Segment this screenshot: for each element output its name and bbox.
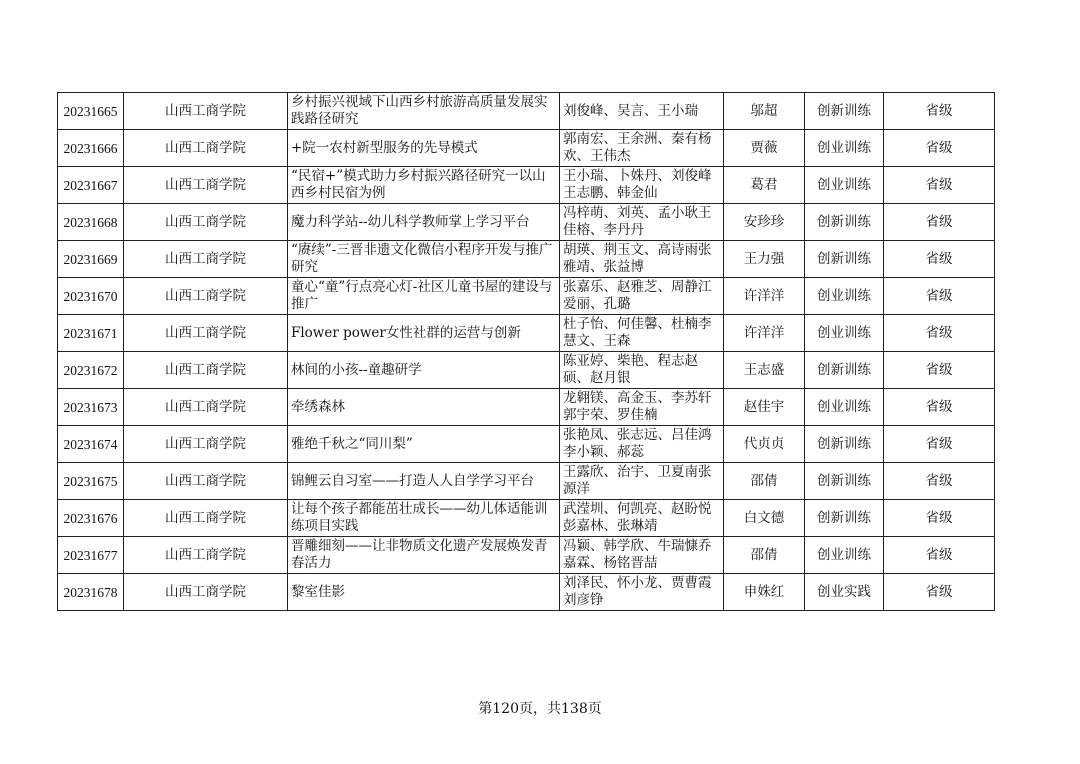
members-cell: 刘泽民、怀小龙、贾曹霞刘彦铮 xyxy=(560,574,724,611)
project-type-cell: 创新训练 xyxy=(805,463,884,500)
project-type-cell: 创新训练 xyxy=(805,352,884,389)
project-type-cell: 创新训练 xyxy=(805,93,884,130)
project-title-cell: 让每个孩子都能茁壮成长——幼儿体适能训练项目实践 xyxy=(288,500,560,537)
advisor-cell: 申姝红 xyxy=(724,574,805,611)
project-type-cell: 创业实践 xyxy=(805,574,884,611)
level-cell: 省级 xyxy=(884,352,995,389)
project-id-cell: 20231669 xyxy=(58,241,124,278)
school-cell: 山西工商学院 xyxy=(124,167,288,204)
project-title-cell: 黎室佳影 xyxy=(288,574,560,611)
table-row xyxy=(58,167,995,204)
members-cell: 杜子怡、何佳馨、杜楠李慧文、王森 xyxy=(560,315,724,352)
project-type-cell: 创业训练 xyxy=(805,537,884,574)
table-row xyxy=(58,130,995,167)
project-title-cell: 魔力科学站--幼儿科学教师掌上学习平台 xyxy=(288,204,560,241)
project-type-cell: 创业训练 xyxy=(805,315,884,352)
project-id-cell: 20231674 xyxy=(58,426,124,463)
advisor-cell: 邵倩 xyxy=(724,537,805,574)
project-type-cell: 创新训练 xyxy=(805,241,884,278)
level-cell: 省级 xyxy=(884,167,995,204)
page-mid: 页，共 xyxy=(519,701,561,717)
members-cell: 郭南宏、王余洲、秦有杨欢、王伟杰 xyxy=(560,130,724,167)
project-type-cell: 创新训练 xyxy=(805,500,884,537)
project-type-cell: 创业训练 xyxy=(805,167,884,204)
school-cell: 山西工商学院 xyxy=(124,537,288,574)
table-row xyxy=(58,463,995,500)
school-cell: 山西工商学院 xyxy=(124,574,288,611)
page-suffix: 页 xyxy=(587,701,602,717)
advisor-cell: 王志盛 xyxy=(724,352,805,389)
members-cell: 张艳凤、张志远、吕佳鸿李小颖、郝蕊 xyxy=(560,426,724,463)
project-title-cell: “赓续”-三晋非遗文化微信小程序开发与推广研究 xyxy=(288,241,560,278)
page-footer xyxy=(0,698,1080,718)
school-cell: 山西工商学院 xyxy=(124,500,288,537)
project-id-cell: 20231676 xyxy=(58,500,124,537)
advisor-cell: 白文德 xyxy=(724,500,805,537)
level-cell: 省级 xyxy=(884,500,995,537)
level-cell: 省级 xyxy=(884,278,995,315)
project-title-cell: Flower power女性社群的运营与创新 xyxy=(288,315,560,352)
project-title-cell: 牵绣森林 xyxy=(288,389,560,426)
level-cell: 省级 xyxy=(884,315,995,352)
members-cell: 陈亚婷、柴艳、程志赵硕、赵月银 xyxy=(560,352,724,389)
advisor-cell: 葛君 xyxy=(724,167,805,204)
school-cell: 山西工商学院 xyxy=(124,463,288,500)
page-prefix: 第 xyxy=(478,701,493,717)
school-cell: 山西工商学院 xyxy=(124,204,288,241)
page-total: 138 xyxy=(561,701,588,717)
table-row xyxy=(58,241,995,278)
members-cell: 刘俊峰、吴言、王小瑞 xyxy=(560,93,724,130)
project-id-cell: 20231678 xyxy=(58,574,124,611)
table-row xyxy=(58,389,995,426)
advisor-cell: 代贞贞 xyxy=(724,426,805,463)
level-cell: 省级 xyxy=(884,241,995,278)
advisor-cell: 许洋洋 xyxy=(724,315,805,352)
members-cell: 龙翱镁、高金玉、李苏轩郭宇荣、罗佳楠 xyxy=(560,389,724,426)
members-cell: 武滢圳、何凯亮、赵盼悦彭嘉林、张琳靖 xyxy=(560,500,724,537)
level-cell: 省级 xyxy=(884,574,995,611)
project-id-cell: 20231665 xyxy=(58,93,124,130)
table-row xyxy=(58,352,995,389)
table-body xyxy=(58,93,995,611)
level-cell: 省级 xyxy=(884,426,995,463)
table-row xyxy=(58,574,995,611)
table-row xyxy=(58,278,995,315)
table-row xyxy=(58,537,995,574)
table-row xyxy=(58,204,995,241)
school-cell: 山西工商学院 xyxy=(124,352,288,389)
project-type-cell: 创业训练 xyxy=(805,130,884,167)
project-id-cell: 20231670 xyxy=(58,278,124,315)
advisor-cell: 邵倩 xyxy=(724,463,805,500)
project-id-cell: 20231672 xyxy=(58,352,124,389)
level-cell: 省级 xyxy=(884,204,995,241)
table-row xyxy=(58,500,995,537)
advisor-cell: 许洋洋 xyxy=(724,278,805,315)
project-title-cell: 童心“童”行点亮心灯-社区儿童书屋的建设与推广 xyxy=(288,278,560,315)
advisor-cell: 王力强 xyxy=(724,241,805,278)
school-cell: 山西工商学院 xyxy=(124,315,288,352)
school-cell: 山西工商学院 xyxy=(124,278,288,315)
advisor-cell: 邬超 xyxy=(724,93,805,130)
level-cell: 省级 xyxy=(884,389,995,426)
project-title-cell: 晋雕细刻——让非物质文化遗产发展焕发青春活力 xyxy=(288,537,560,574)
school-cell: 山西工商学院 xyxy=(124,389,288,426)
table-row xyxy=(58,426,995,463)
project-type-cell: 创业训练 xyxy=(805,278,884,315)
members-cell: 王露欣、治宇、卫夏南张源洋 xyxy=(560,463,724,500)
project-title-cell: 乡村振兴视域下山西乡村旅游高质量发展实践路径研究 xyxy=(288,93,560,130)
project-type-cell: 创业训练 xyxy=(805,389,884,426)
school-cell: 山西工商学院 xyxy=(124,93,288,130)
members-cell: 张嘉乐、赵雅芝、周静江爱丽、孔璐 xyxy=(560,278,724,315)
project-table xyxy=(57,92,995,611)
level-cell: 省级 xyxy=(884,537,995,574)
level-cell: 省级 xyxy=(884,463,995,500)
table-row xyxy=(58,93,995,130)
project-title-cell: “民宿+”模式助力乡村振兴路径研究一以山西乡村民宿为例 xyxy=(288,167,560,204)
project-id-cell: 20231667 xyxy=(58,167,124,204)
level-cell: 省级 xyxy=(884,130,995,167)
project-title-cell: 林间的小孩--童趣研学 xyxy=(288,352,560,389)
project-title-cell: +院一农村新型服务的先导模式 xyxy=(288,130,560,167)
advisor-cell: 安珍珍 xyxy=(724,204,805,241)
project-id-cell: 20231673 xyxy=(58,389,124,426)
project-title-cell: 锦鲤云自习室——打造人人自学学习平台 xyxy=(288,463,560,500)
level-cell: 省级 xyxy=(884,93,995,130)
table-row xyxy=(58,315,995,352)
members-cell: 王小瑞、卜姝丹、刘俊峰王志鹏、韩金仙 xyxy=(560,167,724,204)
advisor-cell: 贾薇 xyxy=(724,130,805,167)
members-cell: 胡瑛、荆玉文、高诗雨张雅靖、张益博 xyxy=(560,241,724,278)
school-cell: 山西工商学院 xyxy=(124,426,288,463)
school-cell: 山西工商学院 xyxy=(124,130,288,167)
project-type-cell: 创新训练 xyxy=(805,204,884,241)
project-title-cell: 雅绝千秋之“同川梨” xyxy=(288,426,560,463)
project-id-cell: 20231677 xyxy=(58,537,124,574)
project-id-cell: 20231671 xyxy=(58,315,124,352)
project-id-cell: 20231668 xyxy=(58,204,124,241)
members-cell: 冯梓萌、刘英、孟小耿王佳榕、李丹丹 xyxy=(560,204,724,241)
project-id-cell: 20231666 xyxy=(58,130,124,167)
members-cell: 冯颖、韩学欣、牛瑞慷乔嘉霖、杨铭晋喆 xyxy=(560,537,724,574)
page-current: 120 xyxy=(492,701,519,717)
school-cell: 山西工商学院 xyxy=(124,241,288,278)
project-type-cell: 创新训练 xyxy=(805,426,884,463)
project-id-cell: 20231675 xyxy=(58,463,124,500)
advisor-cell: 赵佳宇 xyxy=(724,389,805,426)
